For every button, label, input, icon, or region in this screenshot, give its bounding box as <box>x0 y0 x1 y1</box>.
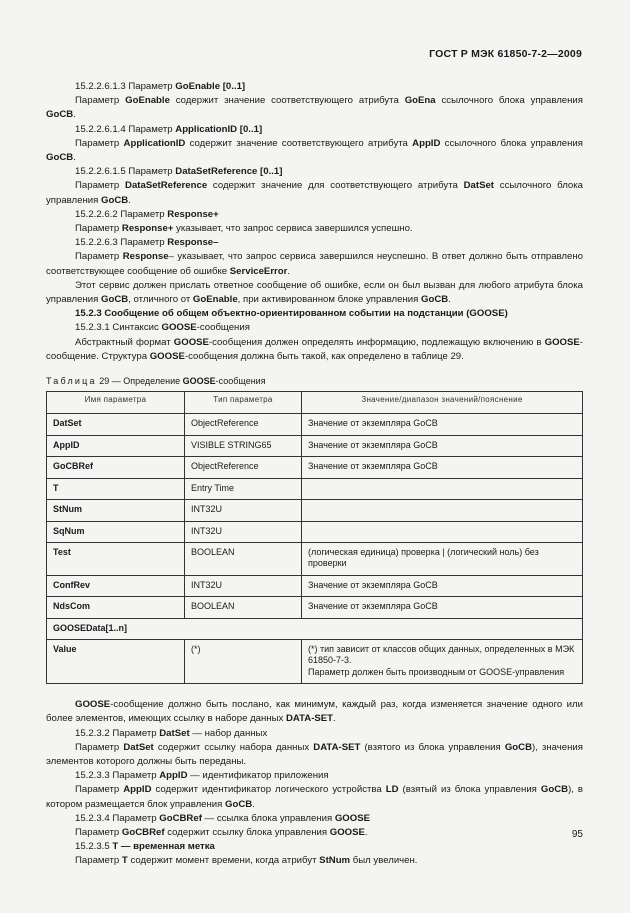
paragraph-error-response: Этот сервис должен прислать ответное сообщение об ошибке, если он был вызван для любого атрибута блока управления GoCB, отличного от GoEnable, при активированном блоке управления GoCB. <box>46 279 583 306</box>
table-row: AppID VISIBLE STRING65 Значение от экземпляра GoCB <box>47 435 583 456</box>
clause-15-2-2-6-3: 15.2.2.6.3 Параметр Response– <box>75 237 219 249</box>
clause-15-2-2-6-2: 15.2.2.6.2 Параметр Response+ <box>75 208 219 220</box>
table-row: SqNum INT32U <box>47 521 583 542</box>
header-parameter-name: Имя параметра <box>47 392 185 408</box>
clause-15-2-3-5: 15.2.3.5 T — временная метка <box>75 841 215 853</box>
page-body <box>46 80 583 869</box>
clause-15-2-3-2: 15.2.3.2 Параметр DatSet — набор данных <box>75 727 268 739</box>
table-row: Test BOOLEAN (логическая единица) проверка | (логический ноль) без проверки <box>47 542 583 575</box>
table-row: NdsCom BOOLEAN Значение от экземпляра GoCB <box>47 597 583 618</box>
table-group-row: GOOSEData[1..n] <box>47 618 583 639</box>
table-row: StNum INT32U <box>47 500 583 521</box>
table-header-row <box>47 392 583 408</box>
paragraph-response-minus: Параметр Response– указывает, что запрос сервиса завершился неуспешно. В ответ должно быть отправлено соответствующее сообщение об ошибке ServiceError. <box>46 251 584 277</box>
paragraph-datasetreference: Параметр DataSetReference содержит значение для соответствующего атрибута DatSet ссылочного блока управления GoCB. <box>46 180 583 206</box>
clause-15-2-3-3: 15.2.3.3 Параметр AppID — идентификатор приложения <box>75 770 329 782</box>
paragraph-gocbref: Параметр GoCBRef содержит ссылку блока управления GOOSE. <box>75 826 368 838</box>
table-row: GoCBRef ObjectReference Значение от экземпляра GoCB <box>47 457 583 478</box>
goose-definition-table <box>46 391 583 684</box>
paragraph-goenable: Параметр GoEnable содержит значение соответствующего атрибута GoEna ссылочного блока управления GoCB. <box>46 95 583 121</box>
paragraph-datset: Параметр DatSet содержит ссылку набора данных DATA-SET (взятого из блока управления GoCB), значения элементов которого должны быть переданы. <box>46 741 583 767</box>
paragraph-applicationid: Параметр ApplicationID содержит значение соответствующего атрибута AppID ссылочного блока управления GoCB. <box>46 137 583 164</box>
paragraph-appid: Параметр AppID содержит идентификатор логического устройства LD (взятый из блока управления GoCB), в котором размещается блок управления GoCB. <box>46 784 584 810</box>
clause-15-2-3-1: 15.2.3.1 Синтаксис GOOSE-сообщения <box>75 322 250 334</box>
document-id-header: ГОСТ Р МЭК 61850-7-2—2009 <box>429 48 582 60</box>
header-parameter-type: Тип параметра <box>185 392 302 408</box>
clause-15-2-2-6-1-3: 15.2.2.6.1.3 Параметр GoEnable [0..1] <box>75 81 246 92</box>
header-value-description: Значение/диапазон значений/пояснение <box>302 392 583 408</box>
table-row-value: Value (*) (*) тип зависит от классов общих данных, определенных в МЭК 61850-7-3. Параметр должен быть производным от GOOSE-управления <box>47 639 583 683</box>
paragraph-goose-send: GOOSE-сообщение должно быть послано, как минимум, каждый раз, когда изменяется значение одного или более элементов, имеющих ссылку в наборе данных DATA-SET. <box>46 699 583 725</box>
clause-15-2-3-4: 15.2.3.4 Параметр GoCBRef — ссылка блока управления GOOSE <box>75 812 371 824</box>
paragraph-response-plus: Параметр Response+ указывает, что запрос сервиса завершился успешно. <box>75 223 413 235</box>
section-heading-15-2-3: 15.2.3 Сообщение об общем объектно-ориентированном событии на подстанции (GOOSE) <box>75 308 508 320</box>
clause-15-2-2-6-1-5: 15.2.2.6.1.5 Параметр DataSetReference [0..1] <box>75 166 283 178</box>
table-row: T Entry Time <box>47 478 583 499</box>
page-number: 95 <box>571 829 583 840</box>
paragraph-timestamp: Параметр T содержит момент времени, когда атрибут StNum был увеличен. <box>75 855 418 867</box>
paragraph-goose-format: Абстрактный формат GOOSE-сообщения должен определять информацию, подлежащую включению в GOOSE-сообщение. Структура GOOSE-сообщения должна быть такой, как определено в таблице 29. <box>46 336 583 362</box>
table-row: DatSet ObjectReference Значение от экземпляра GoCB <box>47 414 583 435</box>
table-row: ConfRev INT32U Значение от экземпляра GoCB <box>47 575 583 596</box>
table-caption: Таблица 29 — Определение GOOSE-сообщения <box>46 376 266 387</box>
clause-15-2-2-6-1-4: 15.2.2.6.1.4 Параметр ApplicationID [0..1] <box>75 123 263 135</box>
